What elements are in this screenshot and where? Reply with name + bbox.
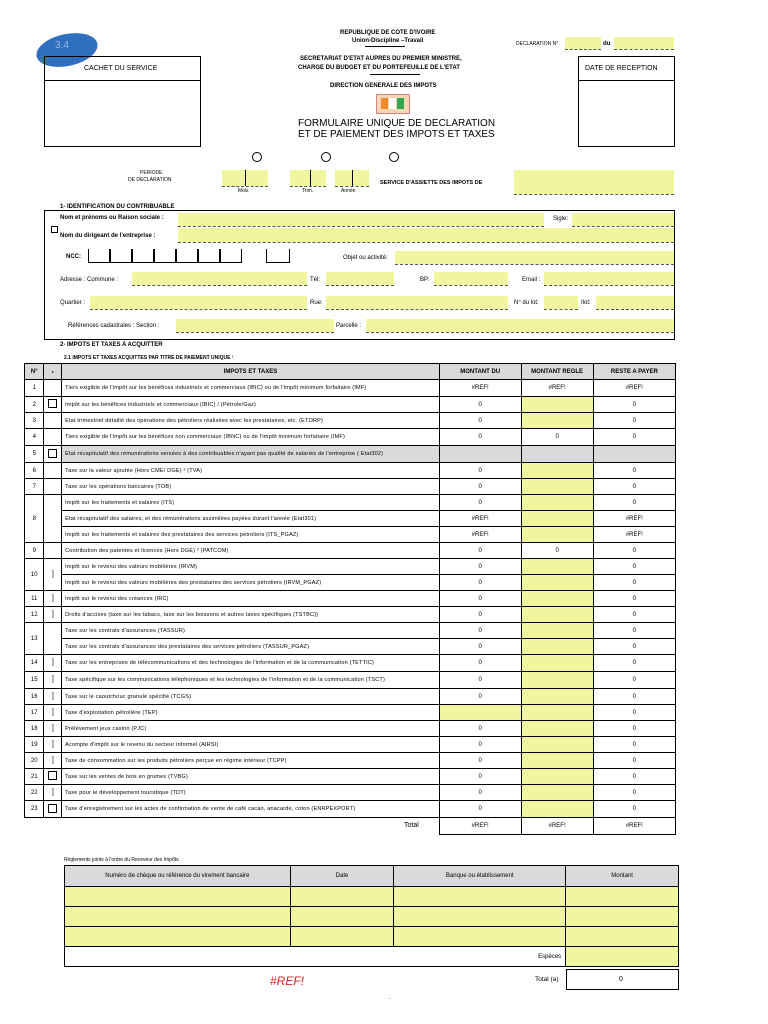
tax-label: Etat récapitulatif des rémunérations versées à des contribuables n'ayant pas qualité de salariés de l'entreprise ( Etat302) (62, 446, 440, 463)
tax-row-number: 20 (25, 753, 44, 769)
district-label: Quartier : (60, 300, 86, 306)
tax-rest-cell: #REF! (593, 380, 675, 397)
payment-total-label: Total (a) (535, 976, 559, 983)
tax-row-check (44, 623, 62, 655)
tax-label: Impôt sur le revenu des valeurs mobilières (IRVM) (62, 559, 440, 575)
tax-paid-cell[interactable] (521, 721, 593, 737)
date-field[interactable] (290, 907, 394, 927)
tax-row (25, 753, 676, 769)
tax-row-number: 3 (25, 413, 44, 429)
date-column-header: Date (290, 866, 394, 887)
tax-row-number: 1 (25, 380, 44, 397)
tax-paid-cell[interactable] (521, 737, 593, 753)
po-box-field[interactable] (434, 272, 508, 285)
tax-rest-cell: 0 (593, 429, 675, 446)
tax-label: Impôt sur les traitements et salaires des prestataires des services pétroliers (ITS_PGAZ) (62, 527, 440, 543)
period-radio-3[interactable] (389, 152, 399, 162)
tax-paid-cell[interactable] (521, 607, 593, 623)
tax-row (25, 446, 676, 463)
tax-row-number: 17 (25, 705, 44, 721)
tax-due-cell: 0 (439, 429, 521, 446)
tax-checkbox[interactable] (48, 771, 57, 780)
tax-due-cell: 0 (439, 721, 521, 737)
tax-due-cell: 0 (439, 397, 521, 413)
tax-paid-cell[interactable] (521, 463, 593, 479)
tax-paid-cell[interactable] (521, 575, 593, 591)
tax-row-check (44, 413, 62, 429)
tax-checkbox[interactable] (48, 449, 57, 458)
tax-row-number: 11 (25, 591, 44, 607)
tax-row (25, 672, 676, 689)
tax-rest-cell: 0 (593, 785, 675, 801)
taxes-table (24, 363, 676, 835)
tax-rest-cell: #REF! (593, 511, 675, 527)
tax-row-check[interactable] (44, 769, 62, 785)
col-tax-header: IMPOTS ET TAXES (62, 364, 440, 380)
tax-label: Taxe d'enregistrement sur les actes de confirmation de vente de café cacao, anacarde, coton (ENRPEXPORT) (62, 801, 440, 818)
tax-rest-cell: 0 (593, 543, 675, 559)
tax-row-check: ] (44, 721, 62, 737)
tax-due-cell: 0 (439, 591, 521, 607)
payment-header (65, 866, 679, 887)
tax-row (25, 705, 676, 721)
payment-row (65, 887, 679, 907)
tax-due-cell: 0 (439, 785, 521, 801)
tax-row (25, 689, 676, 705)
tax-row (25, 511, 676, 527)
tax-rest-cell: 0 (593, 559, 675, 575)
taxes-section-title: 2- IMPOTS ET TAXES A ACQUITTER (60, 342, 163, 348)
tax-row-check (44, 495, 62, 543)
tax-checkbox[interactable] (48, 804, 57, 813)
payment-table (64, 865, 679, 967)
tax-due-cell (439, 446, 521, 463)
tax-due-cell: 0 (439, 479, 521, 495)
tax-row-number: 14 (25, 655, 44, 672)
district-field[interactable] (90, 296, 307, 309)
cheque-field[interactable] (65, 927, 291, 947)
tax-due-cell: 0 (439, 689, 521, 705)
service-assiette-label: SERVICE D'ASSIETTE DES IMPOTS DE (380, 180, 483, 186)
tax-row-number: 5 (25, 446, 44, 463)
bank-column-header: Banque ou établissement (394, 866, 566, 887)
tax-rest-cell: 0 (593, 607, 675, 623)
tax-row-number: 7 (25, 479, 44, 495)
identification-checkbox[interactable] (51, 226, 58, 233)
tax-label: Taxe sur les entreprises de télécommunications et des technologies de l'information et de la communication (TETTIC) (62, 655, 440, 672)
service-assiette-field[interactable] (514, 170, 674, 194)
tax-paid-cell[interactable] (521, 705, 593, 721)
tax-label: Droits d'accises (taxe sur les tabacs, taxe sur les boissons et autres taxes spécifiques (TSTBC)) (62, 607, 440, 623)
period-year-label: Année (341, 188, 356, 194)
tax-row (25, 527, 676, 543)
name-field[interactable] (178, 213, 544, 226)
tax-due-cell: 0 (439, 753, 521, 769)
tax-paid-cell[interactable] (521, 397, 593, 413)
manager-field[interactable] (178, 228, 674, 242)
period-month-label: Mois (238, 188, 249, 194)
tax-due-cell: 0 (439, 463, 521, 479)
tax-paid-cell[interactable] (521, 801, 593, 818)
tax-due-cell: 0 (439, 655, 521, 672)
col-due-header: MONTANT DU (439, 364, 521, 380)
tax-row (25, 413, 676, 429)
tax-due-cell: 0 (439, 769, 521, 785)
tax-due-cell: 0 (439, 737, 521, 753)
reception-date-label: DATE DE RECEPTION (585, 65, 658, 72)
tax-label: Taxe de consommation sur les produits pétroliers perçue en régime intérieur (TCPP) (62, 753, 440, 769)
tax-paid-cell[interactable] (521, 479, 593, 495)
bank-field[interactable] (394, 887, 566, 907)
col-paid-header: MONTANT REGLE (521, 364, 593, 380)
tax-row (25, 623, 676, 639)
phone-label: Tél: (310, 277, 321, 283)
tax-rest-cell: 0 (593, 463, 675, 479)
manager-label: Nom du dirigeant de l'entreprise : (60, 233, 156, 239)
tax-row (25, 655, 676, 672)
street-field[interactable] (326, 296, 508, 309)
tax-due-cell: 0 (439, 575, 521, 591)
identification-section-title: 1- IDENTIFICATION DU CONTRIBUABLE (60, 204, 175, 210)
tax-label: Prélèvement jeux casino (PJC) (62, 721, 440, 737)
tax-rest-cell: 0 (593, 672, 675, 689)
tax-due-cell: 0 (439, 801, 521, 818)
cadastral-section-field[interactable] (176, 319, 334, 332)
col-rest-header: RESTE A PAYER (593, 364, 675, 380)
block-label: Ilot: (581, 300, 591, 306)
cachet-service-label: CACHET DU SERVICE (84, 65, 158, 72)
tax-label: Tiers exigible de l'impôt sur les bénéfices non commerciaux (IBNC) ou de l'impôt minimum forfaitaire (IMF) (62, 429, 440, 446)
form-title-line-2: ET DE PAIEMENT DES IMPOTS ET TAXES (298, 129, 495, 140)
tax-row-check: ] (44, 705, 62, 721)
tax-row-number: 13 (25, 623, 44, 655)
cheque-field[interactable] (65, 887, 291, 907)
taxes-table-header (25, 364, 676, 380)
tax-rest-cell: 0 (593, 639, 675, 655)
ci-flag-logo (376, 94, 410, 114)
tax-row-check: ] (44, 737, 62, 753)
tax-row (25, 479, 676, 495)
ministry-line-2: CHARGE DU BUDGET ET DU PORTEFEUILLE DE L'ETAT (298, 65, 460, 71)
tax-row-check (44, 479, 62, 495)
cheque-field[interactable] (65, 907, 291, 927)
tax-due-cell: 0 (439, 543, 521, 559)
tax-label: Taxe sur les contrats d'assurances des prestataires des services pétroliers (TASSUR_PGAZ) (62, 639, 440, 655)
tax-row-check[interactable] (44, 446, 62, 463)
tax-row (25, 801, 676, 818)
tax-label: Impôt sur le revenu des valeurs mobilières des prestataires des services pétroliers (IRVM_PGAZ) (62, 575, 440, 591)
email-field[interactable] (544, 272, 674, 285)
amount-field[interactable] (566, 927, 679, 947)
especes-row (65, 947, 679, 967)
tax-row-check (44, 463, 62, 479)
tax-row (25, 591, 676, 607)
bank-field[interactable] (394, 907, 566, 927)
tax-row-check[interactable] (44, 801, 62, 818)
sigle-label: Sigle: (553, 216, 569, 222)
footer-mark: . (389, 995, 391, 1001)
tax-row (25, 575, 676, 591)
tax-rest-cell: 0 (593, 623, 675, 639)
tax-paid-cell: 0 (521, 429, 593, 446)
tax-row-number: 16 (25, 689, 44, 705)
col-number-header: N° (25, 364, 44, 380)
tax-label: Impôt sur les bénéfices industriels et commerciaux (IBIC) / (Pétrole/Gaz) (62, 397, 440, 413)
payment-row (65, 907, 679, 927)
name-label: Nom et prénoms ou Raison sociale : (60, 215, 164, 221)
tax-label: Taxe d'exploitation pétrolière (TEP) (62, 705, 440, 721)
amount-column-header: Montant (566, 866, 679, 887)
form-badge-text: 3.4 (55, 40, 69, 51)
tax-label: Taxe pour le développement touristique (TDT) (62, 785, 440, 801)
motto: Union-Discipline –Travail (352, 38, 424, 44)
tax-label: Taxe sur les contrats d'assurances (TASSUR) (62, 623, 440, 639)
parcel-label: Parcelle : (336, 323, 362, 329)
tax-label: Impôt sur les traitements et salaires (ITS) (62, 495, 440, 511)
payment-note: Règlements joints à l'ordre du Receveur des Impôts (64, 857, 179, 863)
taxes-total-label: Total (404, 822, 419, 830)
tax-row-check: ] (44, 607, 62, 623)
tax-row (25, 785, 676, 801)
tax-row (25, 543, 676, 559)
tax-row-number: 4 (25, 429, 44, 446)
tax-rest-cell (593, 446, 675, 463)
parcel-field[interactable] (366, 319, 674, 332)
tax-paid-cell[interactable] (521, 753, 593, 769)
tax-row-check: ] (44, 672, 62, 689)
tax-due-cell[interactable] (439, 705, 521, 721)
tax-due-cell: 0 (439, 672, 521, 689)
tax-paid-cell[interactable] (521, 785, 593, 801)
tax-row-number: 6 (25, 463, 44, 479)
tax-rest-cell: 0 (593, 479, 675, 495)
tax-rest-cell: 0 (593, 575, 675, 591)
motto-underline (365, 46, 405, 47)
tax-rest-cell: 0 (593, 705, 675, 721)
tax-label: Taxe sur le caoutchouc granulé spécifié (TCGS) (62, 689, 440, 705)
tax-label: Taxe spécifique sur les communications téléphoniques et les technologies de l'information et de la communication (TSCT) (62, 672, 440, 689)
cadastral-label: Références cadastrales : Section : (68, 323, 160, 329)
tax-rest-cell: 0 (593, 397, 675, 413)
taxes-total-row (25, 818, 676, 835)
declaration-date-field[interactable] (614, 37, 674, 49)
declaration-number-label: DECLARATION N° (516, 41, 559, 47)
phone-field[interactable] (326, 272, 394, 285)
especes-field[interactable] (566, 947, 679, 967)
tax-due-cell: 0 (439, 495, 521, 511)
tax-label: Acompte d'impôt sur le revenu du secteur informel (AIRSI) (62, 737, 440, 753)
tax-row (25, 429, 676, 446)
tax-paid-cell[interactable] (521, 769, 593, 785)
period-quarter-field[interactable] (290, 170, 326, 186)
tax-paid-cell[interactable] (521, 495, 593, 511)
tax-row-check[interactable] (44, 397, 62, 413)
tax-row-number: 15 (25, 672, 44, 689)
tax-due-cell: 0 (439, 559, 521, 575)
tax-label: Taxe sur la valeur ajoutée (Hors CME/ DGE) ² (TVA) (62, 463, 440, 479)
bank-field[interactable] (394, 927, 566, 947)
tax-paid-cell[interactable] (521, 591, 593, 607)
tax-paid-cell[interactable] (521, 672, 593, 689)
tax-rest-cell: 0 (593, 689, 675, 705)
tax-row-number: 18 (25, 721, 44, 737)
tax-checkbox[interactable] (48, 399, 57, 408)
amount-field[interactable] (566, 907, 679, 927)
tax-row (25, 397, 676, 413)
tax-rest-cell: 0 (593, 655, 675, 672)
tax-label: Tiers exigible de l'impôt sur les bénéfices industriels et commerciaux (IBIC) ou de l'impôt minimum forfaitaire (IMF) (62, 380, 440, 397)
ncc-field[interactable] (88, 249, 292, 267)
tax-label: Contribution des patentes et licences (Hors DGE) ² (PATCOM) (62, 543, 440, 559)
ncc-label: NCC: (66, 254, 81, 260)
tax-row-number: 22 (25, 785, 44, 801)
tax-rest-cell: 0 (593, 721, 675, 737)
date-field[interactable] (290, 927, 394, 947)
tax-rest-cell: 0 (593, 495, 675, 511)
payment-row (65, 927, 679, 947)
tax-row (25, 559, 676, 575)
tax-row-number: 19 (25, 737, 44, 753)
email-label: Email : (522, 277, 541, 283)
tax-rest-cell: 0 (593, 769, 675, 785)
tax-row (25, 463, 676, 479)
tax-row (25, 495, 676, 511)
directorate-title: DIRECTION GENERALE DES IMPOTS (330, 83, 437, 89)
tax-rest-cell: 0 (593, 413, 675, 429)
tax-paid-cell: 0 (521, 543, 593, 559)
tax-due-cell: 0 (439, 623, 521, 639)
tax-paid-cell[interactable] (521, 559, 593, 575)
date-field[interactable] (290, 887, 394, 907)
tax-row-check: ] (44, 689, 62, 705)
tax-row-check (44, 543, 62, 559)
lot-number-label: N° du lot: (514, 300, 539, 306)
tax-row-number: 8 (25, 495, 44, 543)
period-radio-1[interactable] (252, 152, 262, 162)
tax-label: Taxe sur les opérations bancaires (TOB) (62, 479, 440, 495)
tax-row-number: 12 (25, 607, 44, 623)
tax-row-check: ] (44, 753, 62, 769)
tax-row-check (44, 380, 62, 397)
period-radio-2[interactable] (321, 152, 331, 162)
tax-due-cell: #REF! (439, 511, 521, 527)
form-title-line-1: FORMULAIRE UNIQUE DE DECLARATION (298, 118, 496, 129)
tax-rest-cell: 0 (593, 737, 675, 753)
tax-due-cell: 0 (439, 639, 521, 655)
tax-label: Impôt sur le revenu des créances (IRC) (62, 591, 440, 607)
address-commune-field[interactable] (132, 272, 307, 285)
activity-label: Objet ou activité: (343, 255, 388, 261)
block-field[interactable] (596, 296, 674, 309)
tax-label: Etat trimestriel détaillé des opérations des pétroliers réalisées avec les prestataires, etc. (ETORP) (62, 413, 440, 429)
tax-row (25, 607, 676, 623)
col-check-header: c (44, 364, 62, 380)
tax-rest-cell: 0 (593, 591, 675, 607)
activity-field[interactable] (395, 251, 674, 264)
tax-paid-cell (521, 446, 593, 463)
taxes-total-due: #REF! (439, 818, 521, 835)
period-quarter-label: Trim. (302, 188, 314, 194)
tax-row-number: 21 (25, 769, 44, 785)
tax-due-cell: #REF! (439, 380, 521, 397)
tax-due-cell: #REF! (439, 527, 521, 543)
tax-row-check: ] (44, 655, 62, 672)
tax-paid-cell[interactable] (521, 413, 593, 429)
tax-row-check (44, 429, 62, 446)
tax-row (25, 769, 676, 785)
tax-paid-cell[interactable] (521, 511, 593, 527)
ministry-line-1: SECRETARIAT D'ETAT AUPRES DU PREMIER MINISTRE, (300, 56, 462, 62)
declaration-number-field[interactable] (565, 37, 601, 49)
period-label-1: PERIODE (140, 170, 163, 176)
tax-row-number: 9 (25, 543, 44, 559)
tax-paid-cell[interactable] (521, 527, 593, 543)
tax-paid-cell: #REF! (521, 380, 593, 397)
tax-row-number: 2 (25, 397, 44, 413)
lot-number-field[interactable] (544, 296, 578, 309)
period-label-2: DE DECLARATION (128, 177, 172, 183)
tax-row (25, 639, 676, 655)
tax-label: Etat récapitulatif des salaires, et des rémunérations assimilées payées durant l'année (Etat301) (62, 511, 440, 527)
taxes-subsection-title: 2.1 IMPOTS ET TAXES ACQUITTES PAR TITRE DE PAIEMENT UNIQUE ¹ (64, 355, 234, 361)
tax-row-check: ] (44, 559, 62, 591)
especes-label: Espèces (65, 947, 566, 967)
sigle-field[interactable] (572, 213, 674, 226)
republic-title: REPUBLIQUE DE COTE D'IVOIRE (340, 30, 436, 36)
tax-row (25, 380, 676, 397)
tax-paid-cell[interactable] (521, 655, 593, 672)
ministry-underline (370, 74, 420, 75)
amount-field[interactable] (566, 887, 679, 907)
tax-row-number: 10 (25, 559, 44, 591)
tax-row-check: ] (44, 591, 62, 607)
tax-paid-cell[interactable] (521, 623, 593, 639)
tax-paid-cell[interactable] (521, 689, 593, 705)
tax-row-check: ] (44, 785, 62, 801)
tax-row (25, 737, 676, 753)
tax-paid-cell[interactable] (521, 639, 593, 655)
address-commune-label: Adresse : Commune : (60, 277, 119, 283)
tax-due-cell: 0 (439, 607, 521, 623)
tax-row (25, 721, 676, 737)
tax-due-cell: 0 (439, 413, 521, 429)
ref-error-text: #REF! (270, 974, 305, 988)
tax-rest-cell: #REF! (593, 527, 675, 543)
tax-rest-cell: 0 (593, 801, 675, 818)
cheque-column-header: Numéro de chèque ou référence du virement bancaire (65, 866, 291, 887)
tax-rest-cell: 0 (593, 753, 675, 769)
taxes-total-rest: #REF! (593, 818, 675, 835)
taxes-total-paid: #REF! (521, 818, 593, 835)
street-label: Rue: (310, 300, 323, 306)
po-box-label: BP: (420, 277, 430, 283)
declaration-du-label: du (603, 41, 611, 47)
tax-row-number: 23 (25, 801, 44, 818)
tax-label: Taxe sur les ventes de bois en grumes (TVBG) (62, 769, 440, 785)
payment-total-value: 0 (619, 976, 623, 983)
